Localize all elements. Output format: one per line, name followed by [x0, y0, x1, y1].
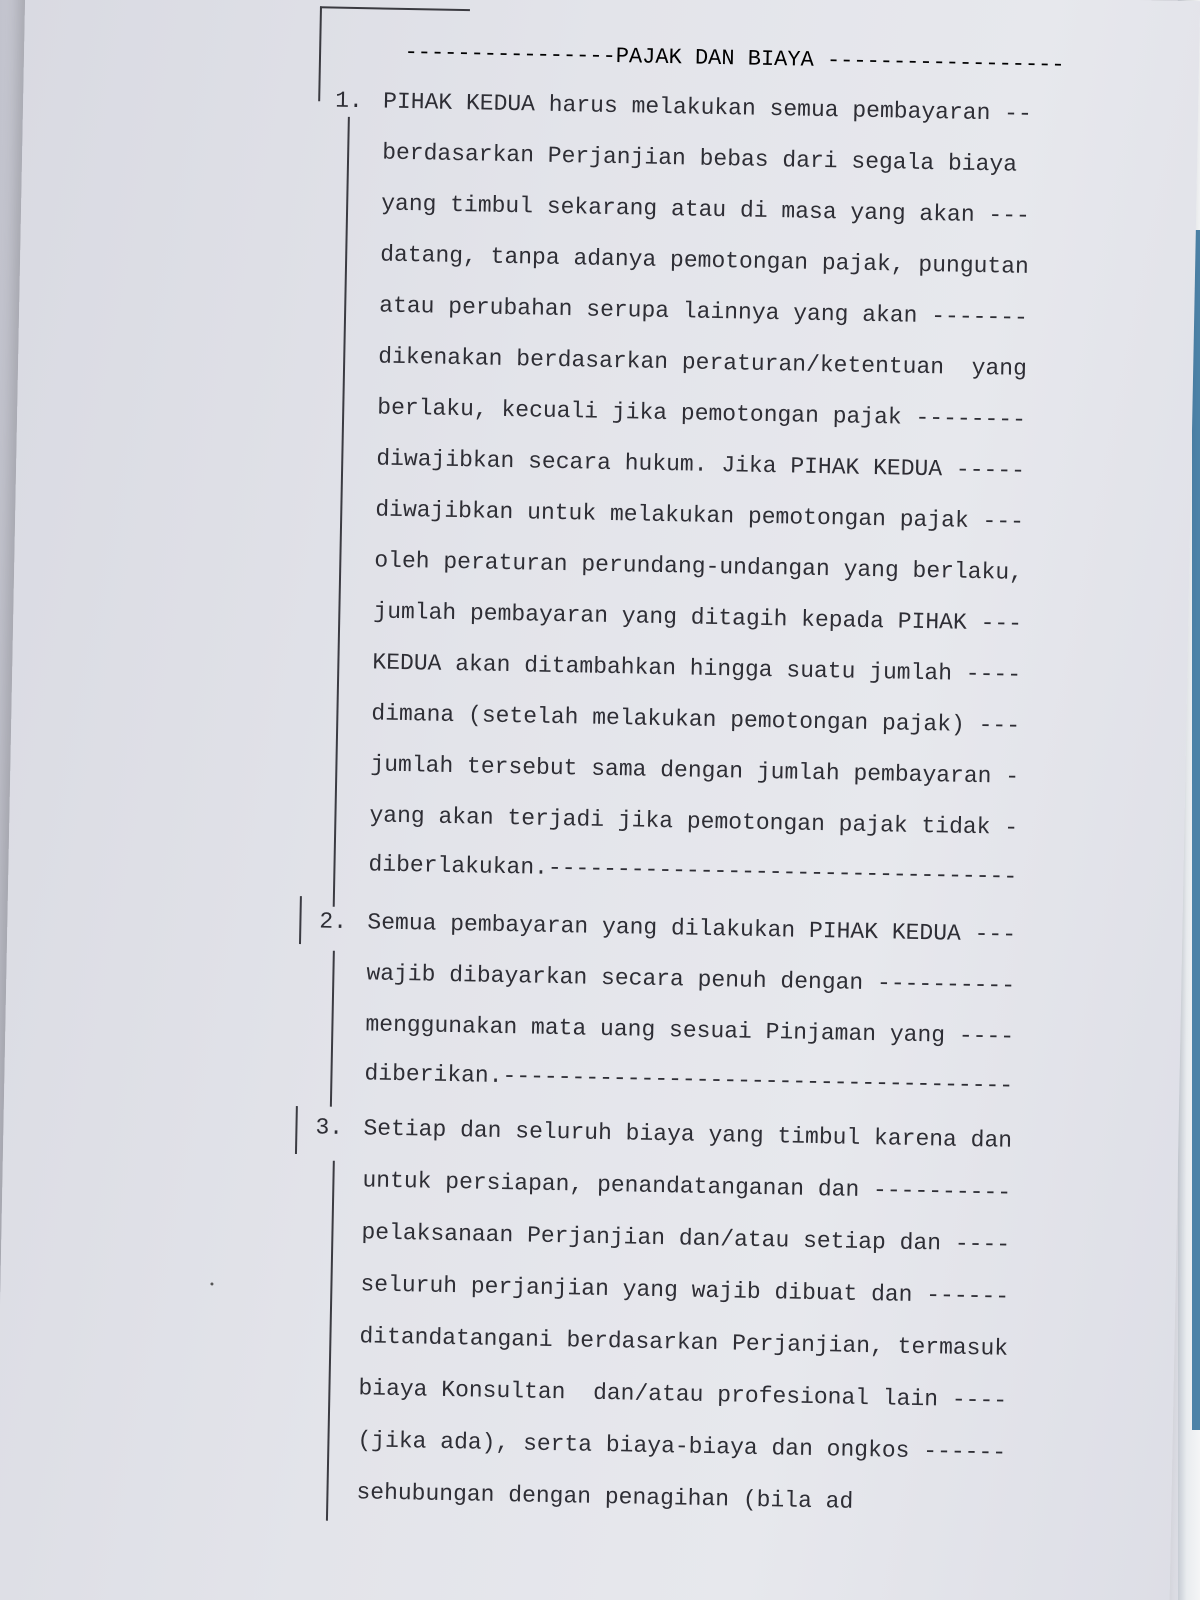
- paper-speck: [210, 1282, 213, 1285]
- section-1-line: dikenakan berdasarkan peraturan/ketentuan yang: [378, 343, 1028, 382]
- section-1-line: datang, tanpa adanya pemotongan pajak, pungutan: [379, 241, 1030, 280]
- section-3-start-bar: [295, 1106, 298, 1154]
- section-heading: ----------------PAJAK DAN BIAYA ------------------: [404, 39, 1065, 78]
- section-1-line: diwajibkan secara hukum. Jika PIHAK KEDUA -----: [376, 445, 1026, 484]
- section-3-line: ditandatangani berdasarkan Perjanjian, termasuk: [359, 1323, 1009, 1362]
- section-2-start-bar: [299, 896, 302, 944]
- section-1-line: jumlah pembayaran yang ditagih kepada PIHAK ---: [373, 598, 1023, 637]
- section-3-line: biaya Konsultan dan/atau profesional lain ----: [358, 1375, 1008, 1414]
- section-1-line: jumlah tersebut sama dengan jumlah pembayaran -: [370, 751, 1020, 790]
- section-2-number: 2.: [319, 908, 348, 935]
- section-1-line: diberlakukan.----------------------------------: [368, 851, 1018, 890]
- section-3-line: sehubungan dengan penagihan (bila ad: [356, 1479, 854, 1515]
- section-3-line: seluruh perjanjian yang wajib dibuat dan ------: [360, 1271, 1010, 1310]
- section-2-line: diberikan.-------------------------------------: [364, 1060, 1014, 1099]
- section-3-line: untuk persiapan, penandatanganan dan ----------: [362, 1167, 1012, 1206]
- top-border-tick: [318, 6, 322, 101]
- section-3-line: (jika ada), serta biaya-biaya dan ongkos ------: [357, 1427, 1007, 1466]
- section-1-line: atau perubahan serupa lainnya yang akan -------: [379, 292, 1029, 331]
- section-2-line: menggunakan mata uang sesuai Pinjaman yang ----: [365, 1011, 1015, 1050]
- section-1-line: oleh peraturan perundang-undangan yang berlaku,: [374, 547, 1024, 586]
- section-1-line: KEDUA akan ditambahkan hingga suatu jumlah ----: [372, 649, 1022, 688]
- section-1-line: yang akan terjadi jika pemotongan pajak tidak -: [369, 802, 1019, 841]
- section-3-margin-bar: [326, 1161, 335, 1521]
- background-blue-strip: [1192, 230, 1200, 1430]
- section-2-line: wajib dibayarkan secara penuh dengan ----------: [366, 960, 1016, 999]
- section-2-line: Semua pembayaran yang dilakukan PIHAK KEDUA ---: [367, 909, 1017, 948]
- section-1-line: PIHAK KEDUA harus melakukan semua pembayaran --: [382, 88, 1033, 127]
- section-1-line: berdasarkan Perjanjian bebas dari segala biaya: [381, 139, 1018, 178]
- section-2-margin-bar: [330, 951, 335, 1107]
- section-1-line: yang timbul sekarang atau di masa yang akan ---: [380, 190, 1031, 229]
- section-3-line: Setiap dan seluruh biaya yang timbul karena dan: [363, 1115, 1013, 1154]
- section-3-line: pelaksanaan Perjanjian dan/atau setiap dan ----: [361, 1219, 1011, 1258]
- section-1-line: diwajibkan untuk melakukan pemotongan pajak ---: [375, 496, 1025, 535]
- section-1-line: berlaku, kecuali jika pemotongan pajak --------: [377, 394, 1027, 433]
- section-1-line: dimana (setelah melakukan pemotongan pajak) ---: [371, 700, 1021, 739]
- top-border-rule: [320, 6, 470, 11]
- section-1-margin-bar: [333, 117, 350, 907]
- section-3-number: 3.: [315, 1114, 344, 1141]
- section-1-number: 1.: [334, 87, 364, 115]
